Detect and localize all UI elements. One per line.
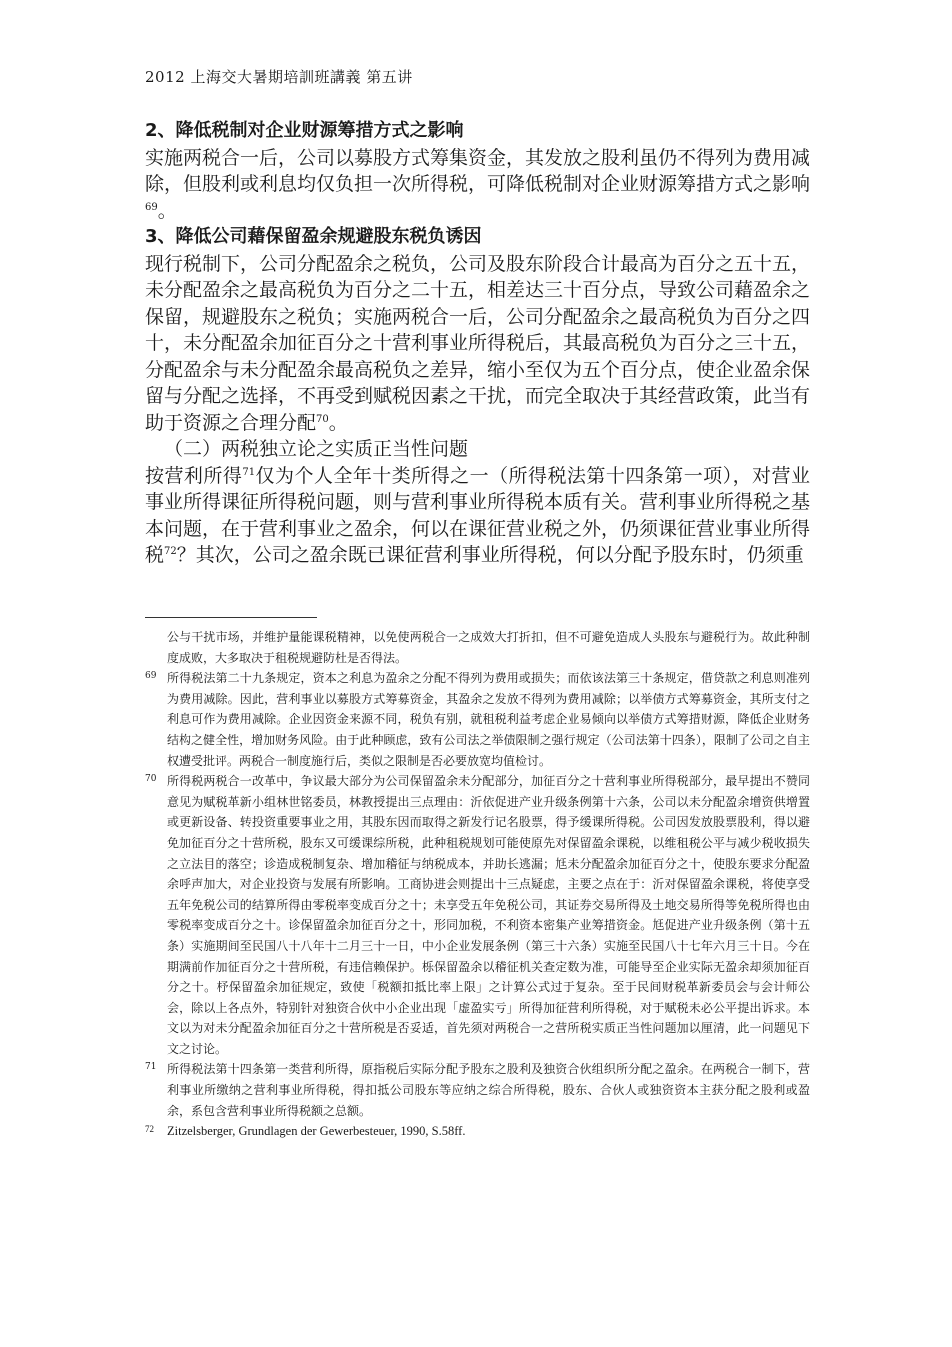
note-ref-69[interactable]: 69 (145, 201, 158, 213)
section-body-2: 实施两税合一后，公司以募股方式筹集资金，其发放之股利虽仍不得列为费用减除，但股利或利息均仅负担一次所得税，可降低税制对企业财源筹措方式之影响$^{69}$。 (145, 146, 811, 222)
footnote-71: 71 所得税法第十四条第一类营利所得，原指税后实际分配予股东之股利及独资合伙组织所分配之盈余。在两税合一制下，营利事业所缴纳之营利事业所得税，得扣抵公司股东等应纳之综合所得税，股东、合伙人或独资资本主获分配之股利或盈余，系包含营利事业所得税额之总额。 (145, 1062, 810, 1118)
closing-paragraph: 按营利所得$^{71}$仅为个人全年十类所得之一（所得税法第十四条第一项），对营业事业所得课征所得税问题，则与营利事业所得税本质有关。营利事业所得税之基本问题，在于营利事业之盈余，何以在课征营业税之外，仍须课征营业事业所得税$^{72}$？其次，公司之盈余既已课征营利事业所得税，何以分配予股东时，仍须重 (145, 464, 811, 566)
section-heading-3: 3、降低公司藉保留盈余规避股东税负诱因 (145, 226, 482, 247)
footnote-72: 72 Zitzelsberger, Grundlagen der Gewerbesteuer, 1990, S.58ff. (145, 1124, 466, 1139)
main-text (145, 118, 810, 569)
subheading: （二）两税独立论之实质正当性问题 (164, 438, 469, 460)
note-ref-71[interactable]: 71 (242, 466, 256, 478)
section-heading-2: 2、降低税制对企业财源筹措方式之影响 (145, 120, 464, 141)
note-ref-70[interactable]: 70 (316, 413, 329, 425)
footnote-divider (145, 617, 317, 618)
footnote-70: 70 所得税两税合一改革中，争议最大部分为公司保留盈余未分配部分，加征百分之十营利事业所得税部分，最早提出不赞同意见为赋税革新小组林世铭委员，林教授提出三点理由：沂依促进产业升级条例第十六条，公司以未分配盈余增资供增置或更新设备、转投资重要事业之用，其股东因而取得之新发行记名股票，得予缓课所得税。公司因发放股票股利，得以避免加征百分之十营所税，股东又可缓课综所税，此种租税规划可能使原先对保留盈余课税，以维租税公平与减少税收损失之立法目的落空；诊造成税制复杂、增加稽征与纳税成本，并助长逃漏；尪未分配盈余加征百分之十，使股东要求分配盈余呼声加大，对企业投资与发展有所影响。工商协进会则提出十三点疑虑，主要之点在于：沂对保留盈余课税，将使享受五年免税公司的结算所得由零税率变成百分之十；未享受五年免税公司，其证券交易所得及土地交易所得等免税所得也由零税率变成百分之十。诊保留盈余加征百分之十，形同加税，不利资本密集产业筹措资金。尪促进产业升级条例（第十五条）实施期间至民国八十八年十二月三十一日，中小企业发展条例（第三十六条）实施至民国八十七年六月三十日。今在期满前作加征百分之十营所税，有违信赖保护。栎保留盈余以稽征机关查定数为准，可能导至企业实际无盈余却须加征百分之十。杼保留盈余加征规定，致使「税额扣抵比率上限」之计算公式过于复杂。至于民间财税革新委员会与会计师公会，除以上各点外，特别针对独资合伙中小企业出现「虚盈实亏」所得加征营利所得税，对于赋税未必公平提出诉求。本文以为对未分配盈余加征百分之十营所税是否妥适，首先须对两税合一之营所税实质正当性问题加以厘清，此一问题见下文之讨论。 (145, 774, 810, 1056)
note-ref-72[interactable]: 72 (164, 546, 177, 557)
section-body-3: 现行税制下，公司分配盈余之税负，公司及股东阶段合计最高为百分之五十五，未分配盈余之最高税负为百分之二十五，相差达三十百分点，导致公司藉盈余之保留，规避股东之税负；实施两税合一后，公司分配盈余之最高税负为百分之四十，未分配盈余加征百分之十营利事业所得税后，其最高税负为百分之三十五，分配盈余与未分配盈余最高税负之差异，缩小至仅为五个百分点，使企业盈余保留与分配之选择，不再受到赋税因素之干扰，而完全取决于其经营政策，此当有助于资源之合理分配$^{70}$。 (145, 252, 811, 434)
running-head: 2012 上海交大暑期培訓班講義 第五讲 (145, 68, 413, 86)
footnotes (145, 627, 810, 1142)
footnote-continuation: 公与干扰市场，并维护量能课税精神，以免使两税合一之成效大打折扣，但不可避免造成人头股东与避税行为。故此种制度成败，大多取决于租税规避防杜是否得法。 (167, 630, 810, 665)
footnote-69: 69 所得税法第二十九条规定，资本之利息为盈余之分配不得列为费用或损失；而依该法第三十条规定，借贷款之利息则准列为费用减除。因此，营利事业以募股方式筹募资金，其盈余之发放不得列为费用减除；以举债方式筹募资金，其所支付之利息可作为费用减除。企业因资金来源不同，税负有别，就租税利益考虑企业易倾向以举债方式筹措财源，降低企业财务结构之健全性，增加财务风险。由于此种顾虑，致有公司法之举债限制之强行规定（公司法第十四条），限制了公司之自主权遭受批评。两税合一制度施行后，类似之限制是否必要放宽均值检讨。 (145, 671, 810, 768)
